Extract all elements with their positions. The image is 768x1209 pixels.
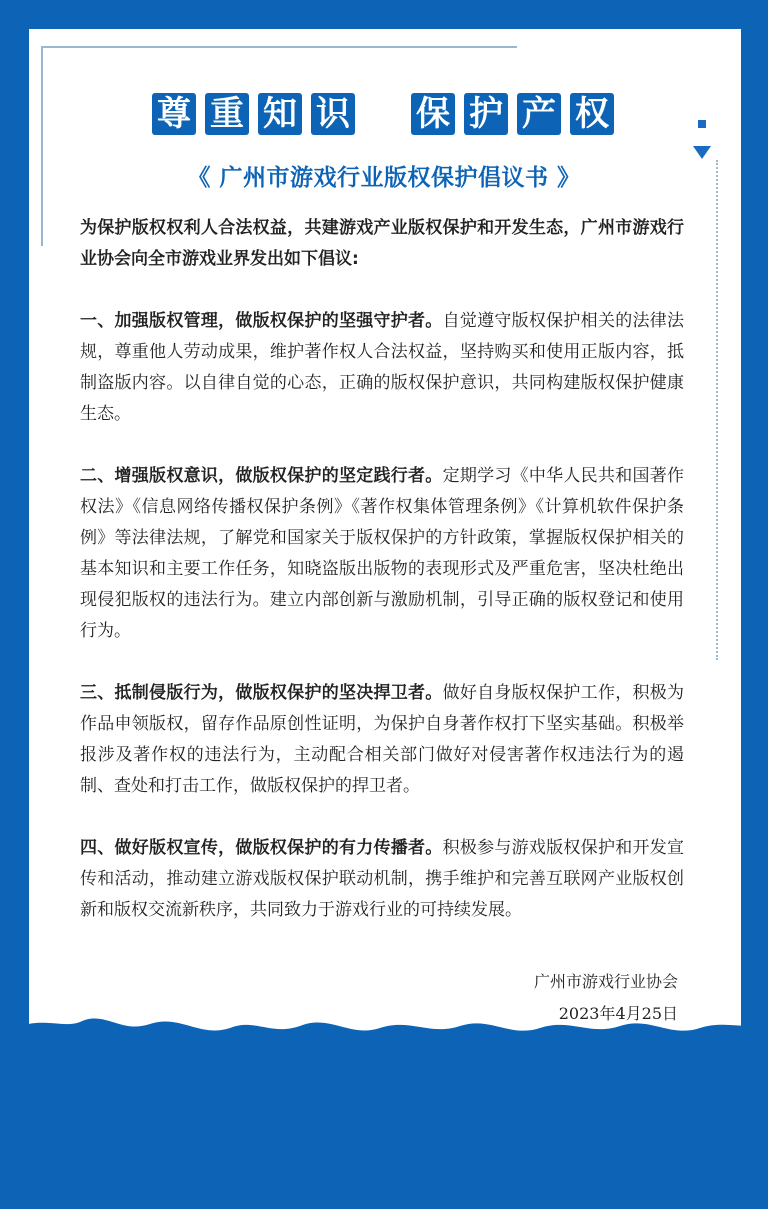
item-paragraph <box>80 306 684 430</box>
item-body: 积极参与游戏版权保护和开发宣传和活动，推动建立游戏版权保护联动机制，携手维护和完善互联网产业版权创新和版权交流新秩序，共同致力于游戏行业的可持续发展。 <box>80 838 685 920</box>
signature-org: 广州市游戏行业协会 <box>533 972 678 991</box>
signature-date: 2023年4月25日 <box>558 1004 678 1023</box>
intro-text: 为保护版权权利人合法权益，共建游戏产业版权保护和开发生态，广州市游戏行业协会向全市游戏业界发出如下倡议: <box>80 218 684 269</box>
item-heading: 一、加强版权管理，做版权保护的坚强守护者。 <box>80 311 443 331</box>
frame-line-top <box>41 46 517 48</box>
wave-decoration <box>0 1000 768 1209</box>
item-heading: 二、增强版权意识，做版权保护的坚定践行者。 <box>80 466 443 486</box>
item-paragraph <box>80 833 684 926</box>
item-body: 定期学习《中华人民共和国著作权法》《信息网络传播权保护条例》《著作权集体管理条例》《计算机软件保护条例》等法律法规，了解党和国家关于版权保护的方针政策，掌握版权保护相关的基本知识和主要工作任务，知晓盗版出版物的表现形式及严重危害，坚决杜绝出现侵犯版权的违法行为。建立内部创新与激励机制，引导正确的版权登记和使用行为。 <box>80 466 685 641</box>
item-heading: 三、抵制侵版行为，做版权保护的坚决捍卫者。 <box>80 683 443 703</box>
banner-char: 尊 <box>152 93 196 135</box>
banner-char: 权 <box>570 93 614 135</box>
intro-paragraph <box>80 213 684 275</box>
item-body: 做好自身版权保护工作，积极为作品申领版权，留存作品原创性证明，为保护自身著作权打下坚实基础。积极举报涉及著作权的违法行为，主动配合相关部门做好对侵害著作权违法行为的遏制、查处和打击工作，做版权保护的捍卫者。 <box>80 683 685 796</box>
title-banner <box>0 93 768 135</box>
triangle-down-icon <box>693 146 711 159</box>
item-body: 自觉遵守版权保护相关的法律法规，尊重他人劳动成果，维护著作权人合法权益，坚持购买和使用正版内容，抵制盗版内容。以自律自觉的心态，正确的版权保护意识，共同构建版权保护健康生态。 <box>80 311 685 424</box>
document-body <box>80 213 684 957</box>
banner-char: 护 <box>464 93 508 135</box>
item-heading: 四、做好版权宣传，做版权保护的有力传播者。 <box>80 838 443 858</box>
frame-line-left <box>41 46 43 246</box>
item-paragraph <box>80 461 684 647</box>
banner-char: 产 <box>517 93 561 135</box>
frame-line-right <box>716 160 718 660</box>
banner-char: 识 <box>311 93 355 135</box>
document-title: 《 广州市游戏行业版权保护倡议书 》 <box>187 165 581 191</box>
banner-char: 保 <box>411 93 455 135</box>
banner-char: 重 <box>205 93 249 135</box>
banner-char: 知 <box>258 93 302 135</box>
item-paragraph <box>80 678 684 802</box>
